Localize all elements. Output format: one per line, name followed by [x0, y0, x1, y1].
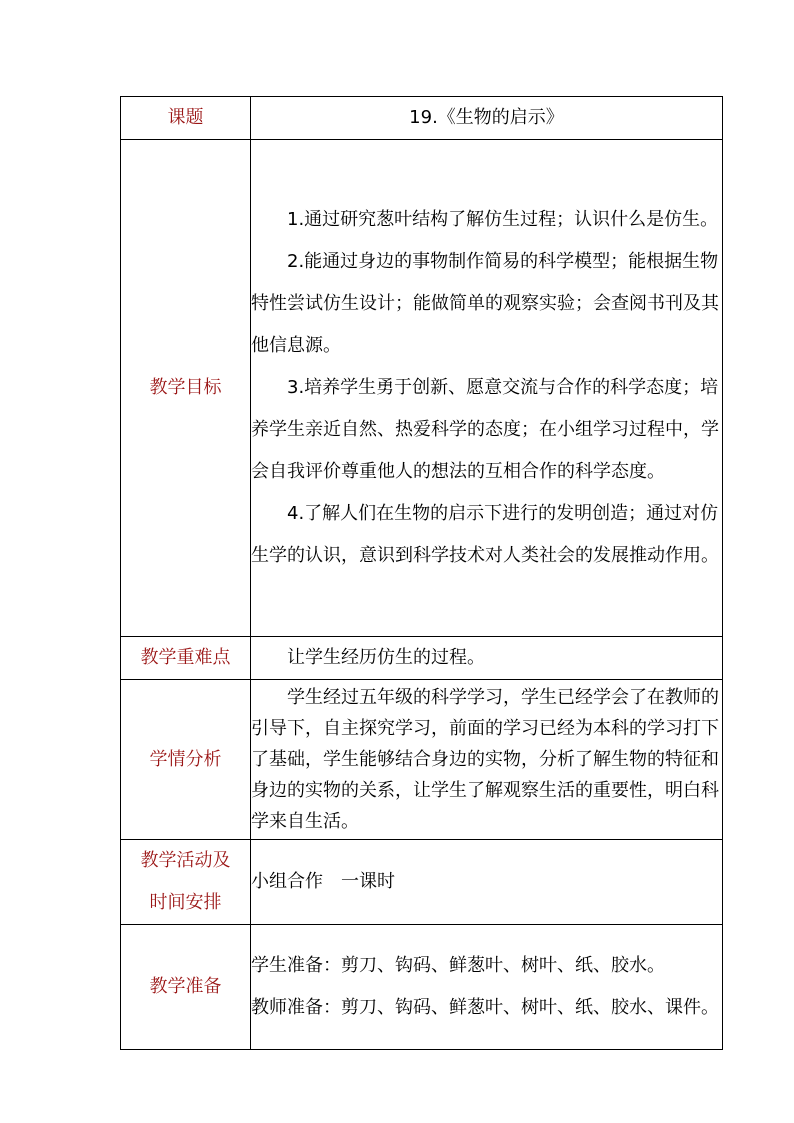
lesson-plan-table	[120, 96, 723, 1050]
key-points-label: 教学重难点	[121, 637, 251, 680]
analysis-content	[251, 680, 723, 840]
goal-item-2: 2.能通过身边的事物制作简易的科学模型；能根据生物特性尝试仿生设计；能做简单的观察实验；会查阅书刊及其他信息源。	[251, 251, 719, 356]
title-label: 课题	[121, 97, 251, 140]
goal-item-3: 3.培养学生勇于创新、愿意交流与合作的科学态度；培养学生亲近自然、热爱科学的态度；在小组学习过程中，学会自我评价尊重他人的想法的互相合作的科学态度。	[251, 377, 719, 482]
goals-content	[251, 140, 723, 637]
key-points-value: 让学生经历仿生的过程。	[287, 647, 485, 668]
preparation-content	[251, 925, 723, 1050]
title-value: 19.《生物的启示》	[251, 97, 723, 140]
preparation-label: 教学准备	[121, 925, 251, 1050]
row-title	[121, 97, 723, 140]
analysis-value: 学生经过五年级的科学学习，学生已经学会了在教师的引导下，自主探究学习，前面的学习已经为本科的学习打下了基础，学生能够结合身边的实物，分析了解生物的特征和身边的实物的关系，让学生了解观察生活的重要性，明白科学来自生活。	[251, 687, 719, 832]
activity-label	[121, 840, 251, 925]
activity-content	[251, 840, 723, 925]
goal-item-1: 1.通过研究葱叶结构了解仿生过程；认识什么是仿生。	[287, 209, 719, 230]
activity-value: 小组合作 一课时	[251, 871, 395, 892]
key-points-content	[251, 637, 723, 680]
row-preparation	[121, 925, 723, 1050]
activity-label-line1: 教学活动及	[140, 850, 231, 871]
preparation-teacher: 教师准备：剪刀、钩码、鲜葱叶、树叶、纸、胶水、课件。	[251, 997, 719, 1018]
row-activity	[121, 840, 723, 925]
goals-label: 教学目标	[121, 140, 251, 637]
row-goals	[121, 140, 723, 637]
analysis-label: 学情分析	[121, 680, 251, 840]
activity-label-line2: 时间安排	[149, 892, 222, 913]
preparation-student: 学生准备：剪刀、钩码、鲜葱叶、树叶、纸、胶水。	[251, 955, 665, 976]
goal-item-4: 4.了解人们在生物的启示下进行的发明创造；通过对仿生学的认识，意识到科学技术对人类社会的发展推动作用。	[251, 503, 719, 566]
row-key-points	[121, 637, 723, 680]
row-analysis	[121, 680, 723, 840]
